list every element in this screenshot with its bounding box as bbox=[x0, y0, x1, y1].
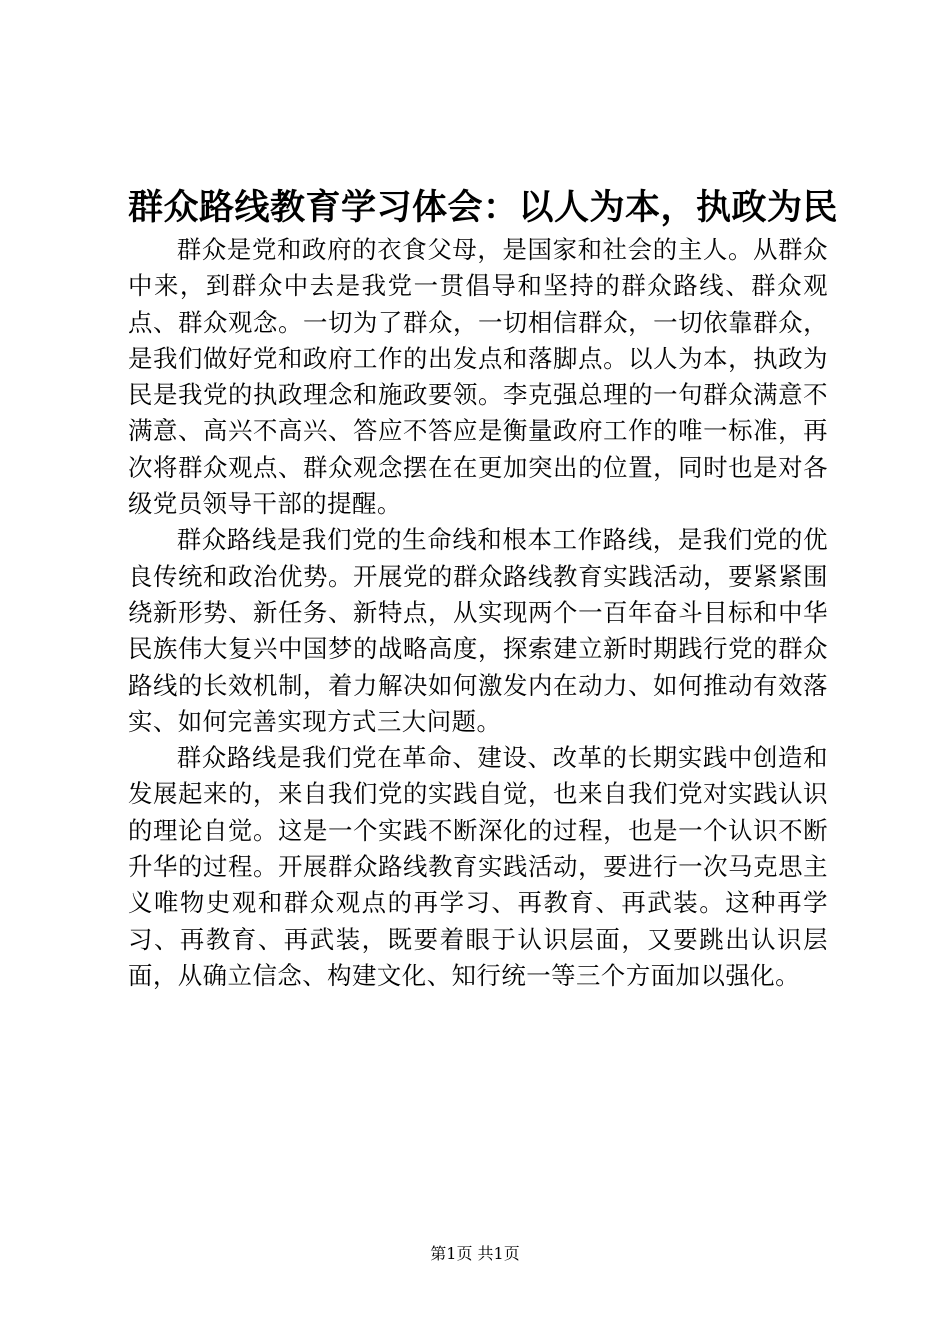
paragraph-3: 群众路线是我们党在革命、建设、改革的长期实践中创造和发展起来的，来自我们党的实践自觉，也来自我们党对实践认识的理论自觉。这是一个实践不断深化的过程，也是一个认识不断升华的过程。开展群众路线教育实践活动，要进行一次马克思主义唯物史观和群众观点的再学习、再教育、再武装。这种再学习、再教育、再武装，既要着眼于认识层面，又要跳出认识层面，从确立信念、构建文化、知行统一等三个方面加以强化。 bbox=[128, 743, 828, 990]
document-body bbox=[128, 232, 828, 994]
page-number-footer: 第1页 共1页 bbox=[430, 1244, 520, 1263]
document-title: 群众路线教育学习体会：以人为本，执政为民 bbox=[128, 188, 839, 228]
paragraph-2: 群众路线是我们党的生命线和根本工作路线，是我们党的优良传统和政治优势。开展党的群众路线教育实践活动，要紧紧围绕新形势、新任务、新特点，从实现两个一百年奋斗目标和中华民族伟大复兴中国梦的战略高度，探索建立新时期践行党的群众路线的长效机制，着力解决如何激发内在动力、如何推动有效落实、如何完善实现方式三大问题。 bbox=[128, 525, 828, 736]
paragraph-1: 群众是党和政府的衣食父母，是国家和社会的主人。从群众中来，到群众中去是我党一贯倡导和坚持的群众路线、群众观点、群众观念。一切为了群众，一切相信群众，一切依靠群众，是我们做好党和政府工作的出发点和落脚点。以人为本，执政为民是我党的执政理念和施政要领。李克强总理的一句群众满意不满意、高兴不高兴、答应不答应是衡量政府工作的唯一标准，再次将群众观点、群众观念摆在在更加突出的位置，同时也是对各级党员领导干部的提醒。 bbox=[128, 235, 828, 519]
